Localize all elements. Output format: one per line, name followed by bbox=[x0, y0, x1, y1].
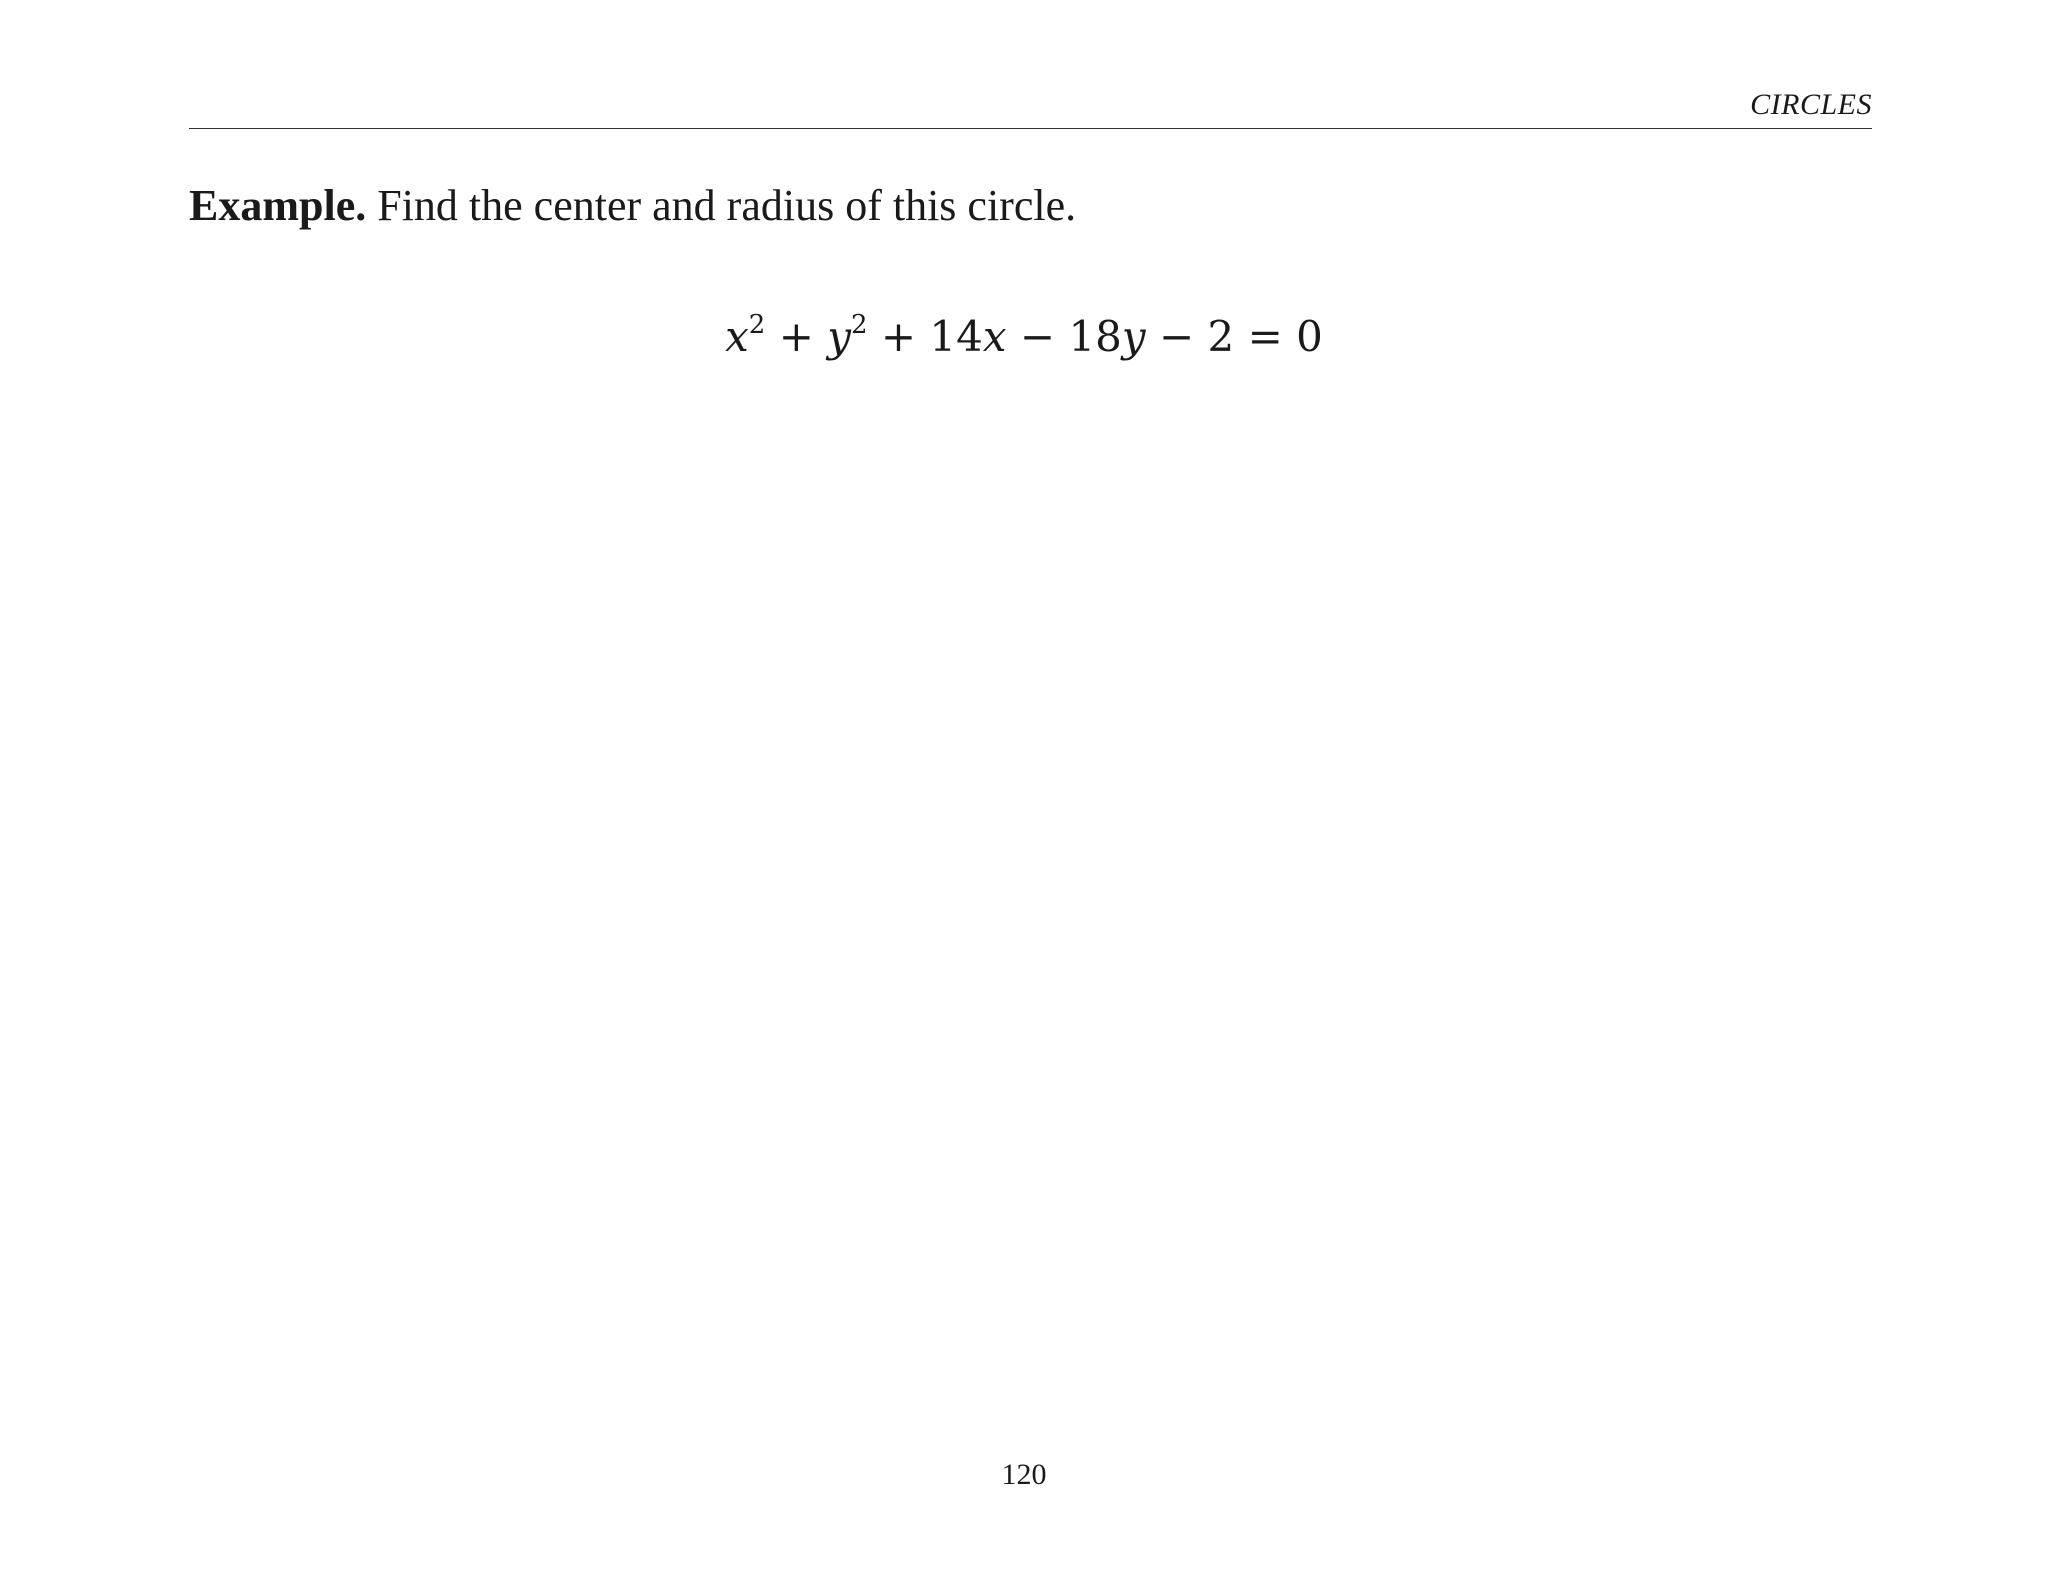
header-rule bbox=[189, 128, 1872, 129]
example-paragraph bbox=[189, 180, 1076, 233]
equation-term-14: + 14 bbox=[867, 312, 983, 361]
equation-var-y: y bbox=[827, 312, 851, 361]
running-head-title: CIRCLES bbox=[1750, 88, 1872, 121]
equation-plus: + bbox=[765, 312, 828, 361]
example-prompt: Find the center and radius of this circle. bbox=[366, 181, 1077, 230]
page-number: 120 bbox=[1001, 1458, 1047, 1491]
equation-term-18: − 18 bbox=[1006, 312, 1122, 361]
equation-constant: − 2 = 0 bbox=[1145, 312, 1323, 361]
equation-var-y-linear: y bbox=[1121, 312, 1146, 361]
circle-equation bbox=[0, 312, 2048, 362]
equation-var-x-linear: x bbox=[982, 312, 1007, 361]
equation-var-x: x bbox=[725, 312, 749, 361]
equation-exponent-x: 2 bbox=[748, 310, 766, 340]
example-label: Example. bbox=[189, 181, 367, 230]
equation-exponent-y: 2 bbox=[850, 310, 868, 340]
